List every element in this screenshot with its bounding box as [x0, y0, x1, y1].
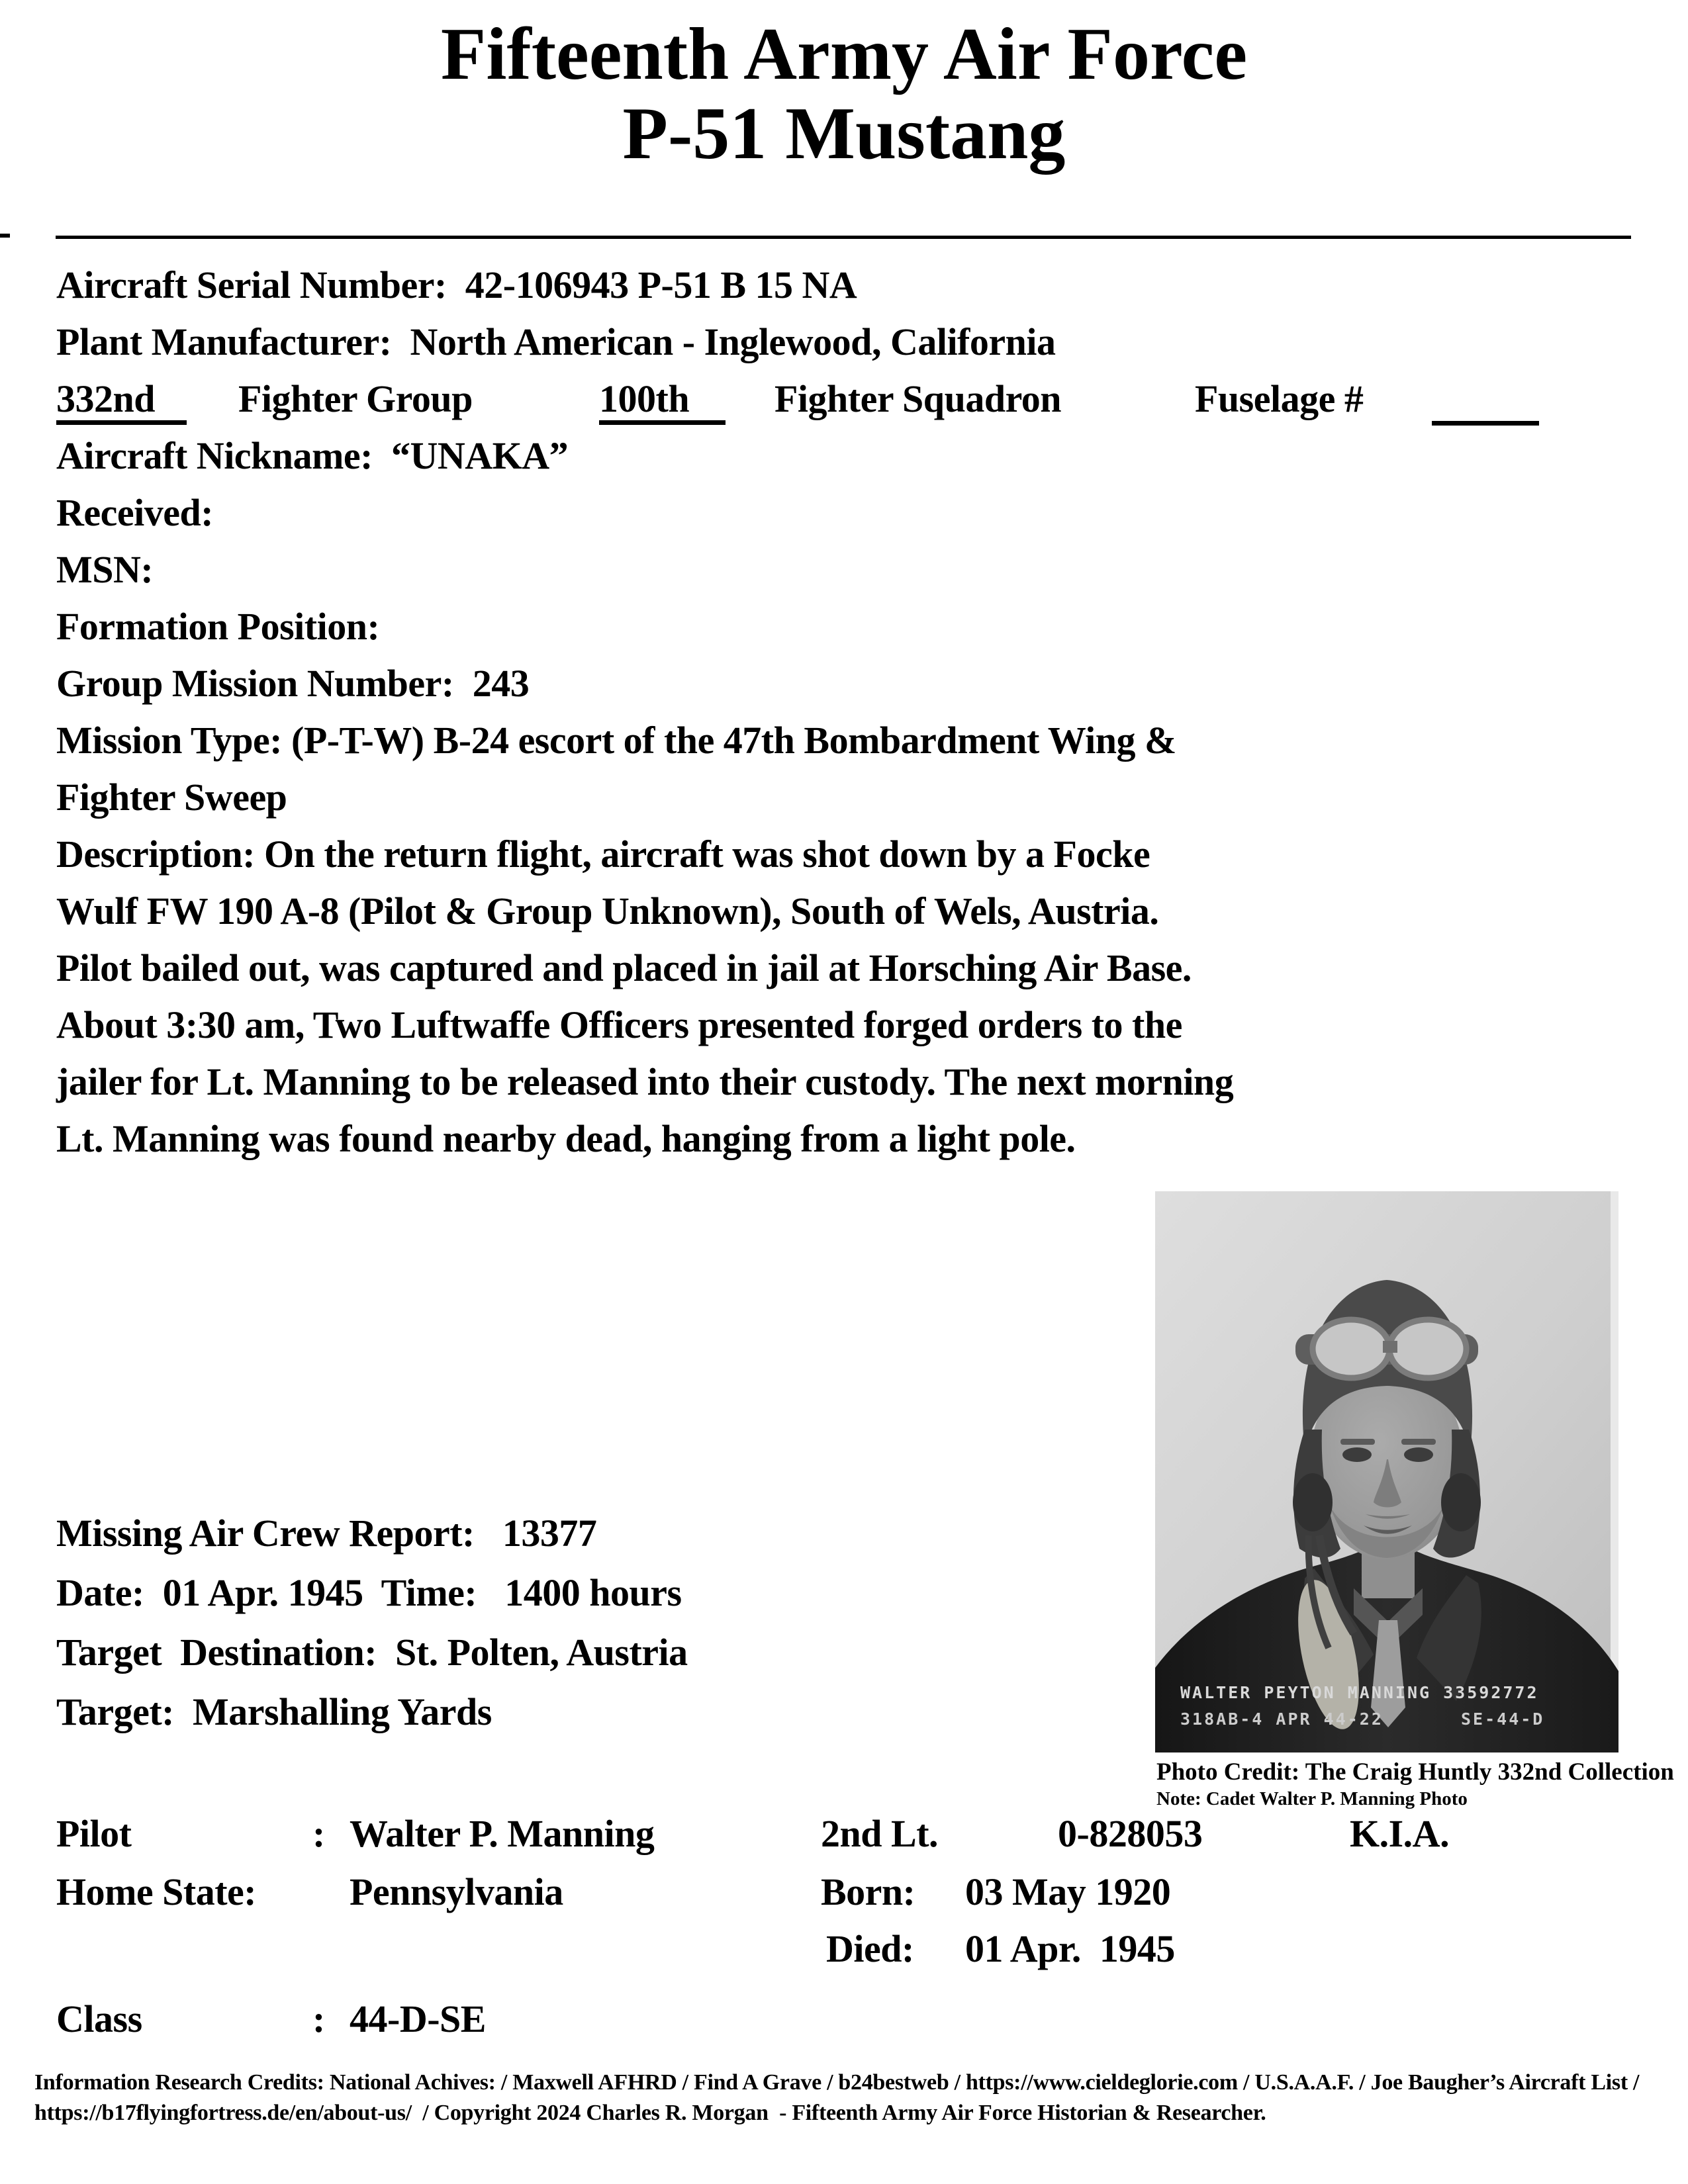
pilot-status: K.I.A.	[1350, 1812, 1450, 1855]
fighter-group-number: 332nd	[56, 380, 187, 425]
title-divider-rule	[56, 236, 1631, 239]
home-state-label: Home State:	[56, 1870, 257, 1913]
goggles-lens-left	[1313, 1320, 1389, 1378]
photo-stamp-line2-left: 318AB-4 APR 44-22	[1180, 1709, 1383, 1729]
pilot-portrait-svg	[1155, 1191, 1618, 1752]
document-title-line1: Fifteenth Army Air Force	[440, 13, 1248, 95]
class-colon: :	[312, 1997, 325, 2040]
msn-label: MSN:	[56, 548, 154, 591]
macr-target-line: Target: Marshalling Yards	[56, 1690, 492, 1733]
description-line-3: Pilot bailed out, was captured and placed in jail at Horsching Air Base.	[56, 946, 1192, 989]
photo-note-line: Note: Cadet Walter P. Manning Photo	[1156, 1788, 1468, 1809]
died-value: 01 Apr. 1945	[965, 1927, 1175, 1970]
home-state-value: Pennsylvania	[350, 1870, 563, 1913]
description-line-6: Lt. Manning was found nearby dead, hanging from a light pole.	[56, 1117, 1076, 1160]
helmet-earcup-right	[1441, 1473, 1481, 1531]
fighter-group-label: Fighter Group	[238, 377, 473, 420]
aircraft-nickname-line: Aircraft Nickname: “UNAKA”	[56, 434, 569, 477]
right-eye	[1404, 1447, 1433, 1462]
macr-target-destination-line: Target Destination: St. Polten, Austria	[56, 1631, 688, 1674]
macr-report-line: Missing Air Crew Report: 13377	[56, 1512, 597, 1555]
born-value: 03 May 1920	[965, 1870, 1171, 1913]
aircraft-serial-line: Aircraft Serial Number: 42-106943 P-51 B 15 NA	[56, 263, 857, 306]
fuselage-number-blank-underline	[1432, 380, 1539, 426]
class-value: 44-D-SE	[350, 1997, 486, 2040]
footer-credits-line2: https://b17flyingfortress.de/en/about-us/ / Copyright 2024 Charles R. Morgan - Fifteenth Army Air Force Historian & Researcher.	[34, 2101, 1266, 2125]
died-label: Died:	[826, 1927, 914, 1970]
pilot-name: Walter P. Manning	[350, 1812, 655, 1855]
formation-position-label: Formation Position:	[56, 605, 380, 648]
footer-credits-line1: Information Research Credits: National Achives: / Maxwell AFHRD / Find A Grave / b24bestweb / https://www.cieldeglorie.com / U.S.A.A.F. / Joe Baugher’s Aircraft List /	[34, 2070, 1640, 2095]
right-brow	[1401, 1439, 1436, 1445]
plant-manufacturer-line: Plant Manufacturer: North American - Inglewood, California	[56, 320, 1056, 363]
pilot-label: Pilot	[56, 1812, 132, 1855]
macr-date-time-line: Date: 01 Apr. 1945 Time: 1400 hours	[56, 1571, 682, 1614]
photo-stamp-line2-right: SE-44-D	[1461, 1709, 1545, 1729]
photo-stamp-line1: WALTER PEYTON MANNING 33592772	[1180, 1683, 1539, 1702]
pilot-rank: 2nd Lt.	[821, 1812, 939, 1855]
description-line-1: Description: On the return flight, aircraft was shot down by a Focke	[56, 833, 1150, 876]
goggles-bridge	[1383, 1341, 1397, 1353]
left-edge-tick-mark	[0, 234, 10, 238]
pilot-colon: :	[312, 1812, 325, 1855]
helmet-earcup-left	[1293, 1473, 1333, 1531]
mission-type-line2: Fighter Sweep	[56, 776, 287, 819]
description-line-5: jailer for Lt. Manning to be released into their custody. The next morning	[56, 1060, 1234, 1103]
group-mission-number-line: Group Mission Number: 243	[56, 662, 530, 705]
born-label: Born:	[821, 1870, 915, 1913]
description-line-4: About 3:30 am, Two Luftwaffe Officers presented forged orders to the	[56, 1003, 1182, 1046]
left-brow	[1340, 1439, 1375, 1445]
fighter-squadron-label: Fighter Squadron	[774, 377, 1062, 420]
goggles-lens-right	[1389, 1320, 1466, 1378]
received-label: Received:	[56, 491, 214, 534]
document-title-line2: P-51 Mustang	[622, 93, 1066, 175]
photo-credit-line: Photo Credit: The Craig Huntly 332nd Collection	[1156, 1758, 1674, 1786]
class-label: Class	[56, 1997, 142, 2040]
pilot-portrait-photo	[1155, 1191, 1618, 1752]
fighter-squadron-number: 100th	[599, 380, 726, 425]
description-line-2: Wulf FW 190 A-8 (Pilot & Group Unknown), South of Wels, Austria.	[56, 889, 1159, 933]
pilot-serial-number: 0-828053	[1058, 1812, 1203, 1855]
fuselage-number-label: Fuselage #	[1195, 377, 1364, 420]
left-eye	[1342, 1447, 1372, 1462]
mission-type-line1: Mission Type: (P-T-W) B-24 escort of the 47th Bombardment Wing &	[56, 719, 1176, 762]
